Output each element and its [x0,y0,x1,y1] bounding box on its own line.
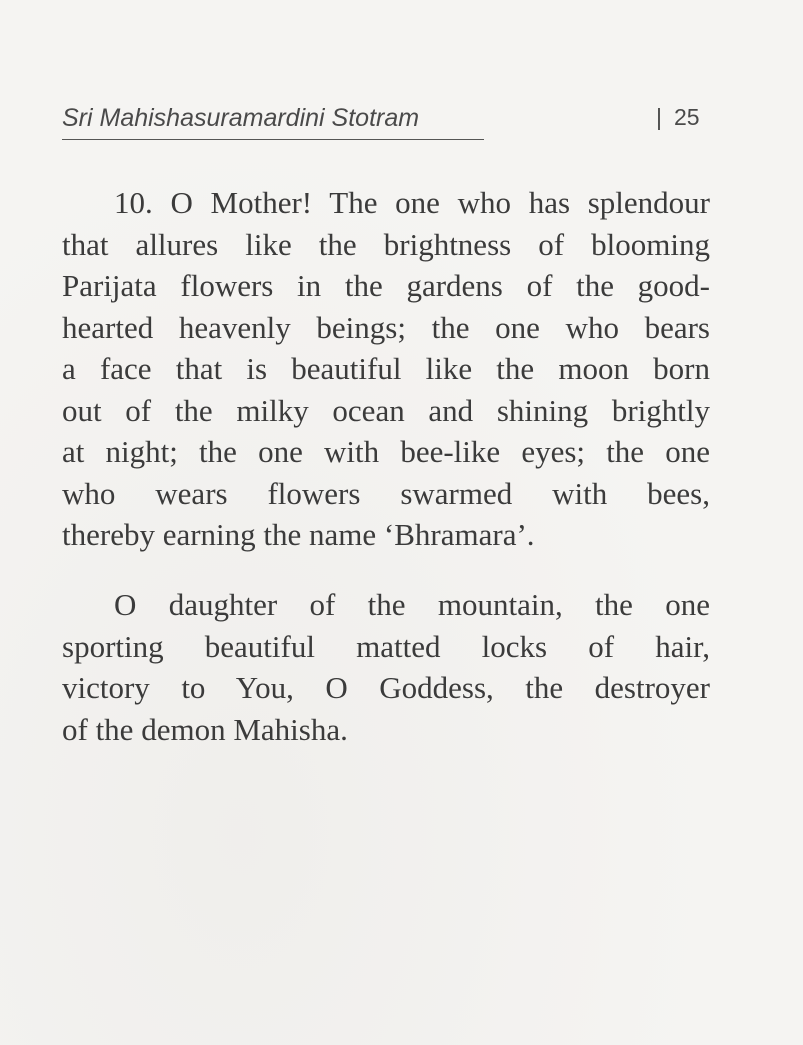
verse-line: out of the milky ocean and shining brightly [62,392,710,428]
refrain-paragraph [62,584,710,750]
verse-line: who wears flowers swarmed with bees, [62,475,710,511]
verse-line: hearted heavenly beings; the one who bears [62,309,710,345]
verse-paragraph [62,182,710,556]
page-number: 25 [673,104,700,130]
page-separator: | [656,104,662,130]
verse-line: a face that is beautiful like the moon born [62,351,710,386]
refrain-line: victory to You, O Goddess, the destroyer [62,670,710,705]
refrain-line: sporting beautiful matted locks of hair, [62,628,710,664]
verse-line: thereby earning the name ‘Bhramara’. [62,517,535,552]
verse-line: that allures like the brightness of blooming [62,226,710,262]
running-header-title: Sri Mahishasuramardini Stotram [62,104,484,140]
refrain-line: O daughter of the mountain, the one [114,587,710,622]
refrain-line: of the demon Mahisha. [62,711,348,747]
page-number-block [656,104,700,131]
verse-line: Parijata flowers in the gardens of the good- [62,268,710,303]
verse-line: 10. O Mother! The one who has splendour [114,185,710,220]
verse-line: at night; the one with bee-like eyes; the one [62,434,710,469]
